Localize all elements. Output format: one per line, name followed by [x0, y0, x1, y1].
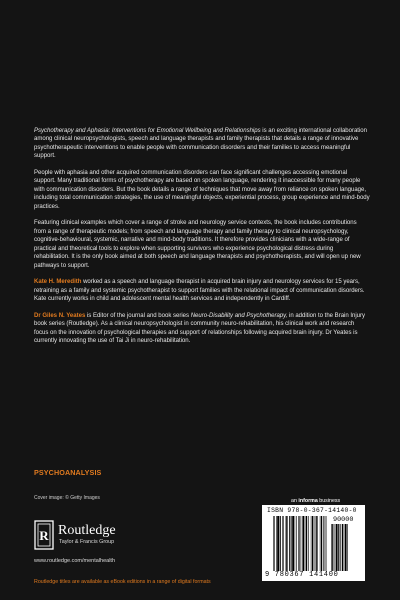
- cover-image-credit: Cover image: © Getty Images: [34, 495, 100, 501]
- author-bio-text-2b: in addition to the Brain Injury book series (Routledge). As a clinical neuropsychologist in community neuro-rehabilitation, his clinical work and research focus on the innovation of psychological therapies and support of relationships following acquired brain injury. Dr Yeates is currently innovating the use of Tai Ji in neuro-rehabilitation.: [34, 312, 366, 345]
- informa-suffix: business: [317, 498, 341, 504]
- informa-brand: informa: [298, 498, 318, 504]
- blurb-text: is an exciting international collaboration among clinical neuropsychologists, speech and language therapists and family therapists that details a range of innovative psychotherapeutic interventions to enable people with communication disorders and their families to access meaningful support.: [34, 128, 367, 160]
- author-name-1: Kate H. Meredith: [34, 279, 82, 286]
- barcode-panel: [262, 505, 365, 581]
- publisher-group: Taylor & Francis Group: [59, 539, 115, 545]
- informa-prefix: an: [291, 498, 299, 504]
- routledge-logo-icon: [34, 520, 54, 550]
- price-barcode-icon: [331, 524, 357, 571]
- publisher-url[interactable]: www.routledge.com/mentalhealth: [34, 558, 116, 564]
- author-bio-2: [34, 312, 370, 346]
- blurb-paragraph-2: People with aphasia and other acquired communication disorders can face significant challenges accessing emotional support. Many traditional forms of psychotherapy are based on spoken language, rendering it inaccessible for many people with communication disorders. But the book details a range of techniques that move away from reliance on spoken language, including total communication strategies, the use of meaningful objects, experiential process, group experience and mind-body practices.: [34, 170, 370, 210]
- back-cover-text: [34, 127, 370, 354]
- blurb-paragraph-3: Featuring clinical examples which cover a range of stroke and neurology service contexts, the book includes contributions from a range of therapeutic models; from speech and language therapy and family therapy to clinical neuropsychology, cognitive-behavioural, systemic, narrative and mind-body traditions. It therefore provides clinicians with a wide-range of practical and theoretical tools to explore when supporting survivors who experience psychological distress during rehabilitation. It is the only book aimed at both speech and language therapists and psychotherapists, and will open up new pathways to support.: [34, 220, 361, 269]
- svg-text:R: R: [39, 528, 49, 543]
- blurb-paragraph-1: [34, 127, 370, 161]
- publisher-name: Routledge: [58, 523, 116, 538]
- author-bio-text-1: worked as a speech and language therapist in acquired brain injury and neurology services for 15 years, retraining as a family and systemic psychotherapist to support families with the relational impact of communication disorders. Kate currently works in child and adolescent mental health services and independently in Cardiff.: [34, 279, 365, 303]
- barcode-icon: [273, 516, 329, 571]
- subject-category: PSYCHOANALYSIS: [34, 468, 102, 477]
- barcode-digits: 9 780367 141400: [265, 571, 339, 579]
- publisher-logo: [34, 520, 164, 550]
- ebook-note: Routledge titles are available as eBook editions in a range of digital formats: [34, 579, 211, 585]
- isbn-label: ISBN 978-0-367-14140-0: [267, 507, 357, 514]
- informa-tagline: [291, 498, 340, 504]
- price-code: 90000: [333, 516, 354, 524]
- author-bio-1: [34, 278, 370, 303]
- author-name-2: Dr Giles N. Yeates: [34, 312, 86, 319]
- book-title: Psychotherapy and Aphasia: Interventions for Emotional Wellbeing and Relationships: [34, 128, 261, 134]
- series-title: Neuro-Disability and Psychotherapy,: [190, 312, 288, 319]
- author-bio-text-2a: is Editor of the journal and book series: [85, 312, 191, 319]
